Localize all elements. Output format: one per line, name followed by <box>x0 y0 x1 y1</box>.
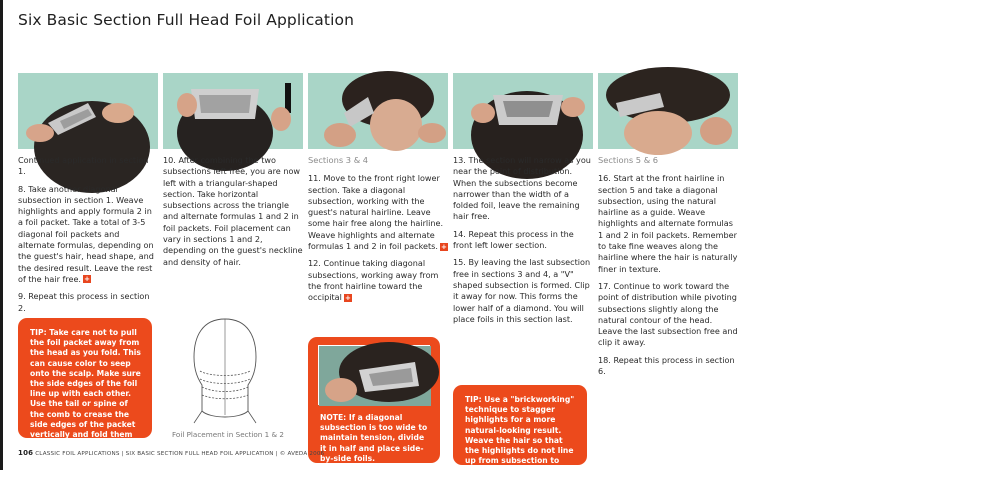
continued-plus-icon: + <box>441 242 447 251</box>
step-16: 16. Start at the front hairline in section 5 and take a diagonal subsection, using the natural hairline as a guide. Weave highlights and alternate formulas 1 and 2 in foil packets. Remember to take fine weaves along the hairline where the hair is naturally finer in texture. <box>598 173 738 274</box>
section-heading-5-6: Sections 5 & 6 <box>598 155 659 165</box>
note-text: If a diagonal subsection is too wide to maintain tension, divide it in half and place side-by-side foils. <box>320 413 428 463</box>
continued-plus-icon: + <box>84 275 90 284</box>
column-2 <box>163 155 303 274</box>
photo-step-13 <box>453 73 593 149</box>
diagram-caption: Foil Placement in Section 1 & 2 <box>172 430 284 439</box>
column-4 <box>453 155 593 331</box>
photo-step-11 <box>308 73 448 149</box>
step-10: 10. After combining the two subsections left free, you are now left with a triangular-shaped section. Take horizontal subsections across the triangle and alternate formulas 1 and 2 in foil packets. Foil placement can vary in sections 1 and 2, depending on the guest's neckline and density of hair. <box>163 155 303 267</box>
footer-text: CLASSIC FOIL APPLICATIONS | SIX BASIC SECTION FULL HEAD FOIL APPLICATION | © AVEDA 2006 <box>35 451 325 457</box>
step-9: 9. Repeat this process in section 2. <box>18 291 150 313</box>
step-13: 13. The section will narrow as you near the point of distribution. When the subsections become narrower than the width of a folded foil, leave the remaining hair free. <box>453 155 591 222</box>
photo-step-16 <box>598 73 738 149</box>
tip-label: TIP: <box>465 395 482 404</box>
left-margin-rule <box>0 0 3 470</box>
step-8: 8. Take another diagonal subsection in section 1. Weave highlights and apply formula 2 in a foil packet. Take a total of 3-5 diagonal foil packets and alternate formulas, depending on the guest's hair, head shape, and the desired result. Leave the rest of the hair free. + <box>18 183 154 284</box>
step-14: 14. Repeat this process in the front left lower section. <box>453 228 574 251</box>
column-3 <box>308 155 448 310</box>
tip-box-brickworking <box>453 385 587 476</box>
continued-plus-icon: + <box>344 293 351 302</box>
step-15: 15. By leaving the last subsection free in sections 3 and 4, a "V" shaped subsection is formed. Clip it away for now. This forms the lower half of a diamond. You will place foils in this section last. <box>453 257 591 324</box>
note-label: NOTE: <box>320 413 347 422</box>
note-photo <box>318 345 430 405</box>
section-heading-3-4: Sections 3 & 4 <box>308 155 369 165</box>
step-17: 17. Continue to work toward the point of distribution while pivoting subsections slightly along the natural contour of the head. Leave the last subsection free and clip it away. <box>598 280 738 348</box>
page-number: 106 <box>18 449 34 457</box>
photo-step-10 <box>163 73 303 149</box>
tip-box-foil-fold <box>18 318 152 450</box>
note-box-divide-subsection <box>308 337 440 463</box>
page-title: Six Basic Section Full Head Foil Application <box>18 11 354 29</box>
intro-text: Continued application in section 1. <box>18 155 149 177</box>
tip-text: Take care not to pull the foil packet away from the head as you fold. This can cause color to seep onto the scalp. Make sure the side edges of the foil line up with each other. Use the tail or spine of the comb to crease the side edges of the packet vertically and fold them inward. <box>30 328 141 450</box>
step-12: 12. Continue taking diagonal subsections, working away from the front hairline toward the occipital + <box>308 258 439 303</box>
step-18: 18. Repeat this process in section 6. <box>598 354 735 377</box>
column-5 <box>598 155 738 383</box>
page-footer <box>18 449 324 457</box>
foil-placement-head-diagram <box>190 315 260 425</box>
photo-step-8 <box>18 73 158 149</box>
step-11: 11. Move to the front right lower section. Take a diagonal subsection, working with the guest's natural hairline. Leave some hair free along the hairline. Weave highlights and alternate formulas 1 and 2 in foil packets. + <box>308 173 447 252</box>
tip-text: Use a "brickworking" technique to stagger highlights for a more natural-looking result. Weave the hair so that the highlights do not line up from subsection to subsection. <box>465 395 575 476</box>
tip-label: TIP: <box>30 328 47 337</box>
column-1 <box>18 155 158 320</box>
